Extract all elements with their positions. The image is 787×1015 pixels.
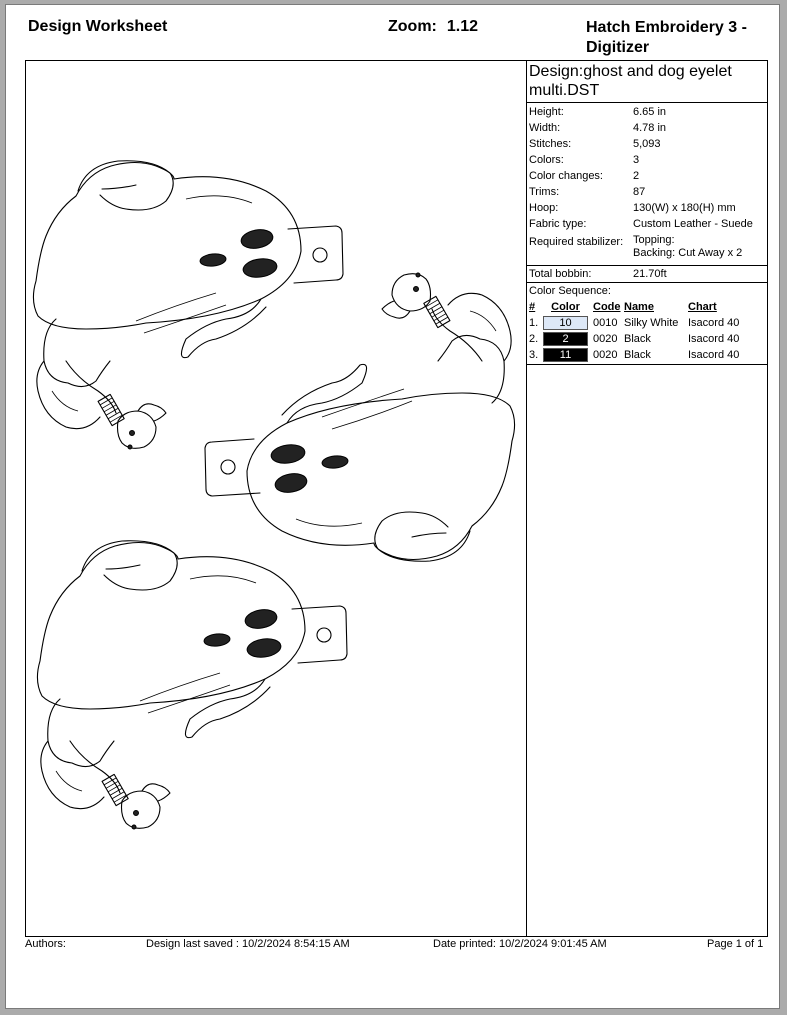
zoom-value: 1.12 [446,18,479,35]
color-swatch: 2 [543,332,588,346]
table-row [527,315,767,331]
color-sequence-header [527,299,767,315]
prop-fabric-type [527,216,767,232]
prop-color-changes [527,168,767,184]
row-name: Black [624,349,651,361]
prop-value: 6.65 in [633,106,667,118]
prop-hoop [527,200,767,216]
stabilizer-backing: Backing: Cut Away x 2 [633,247,743,259]
col-num: # [529,301,536,313]
row-code: 0020 [593,349,618,361]
prop-label: Trims: [529,186,560,198]
prop-label: Height: [529,106,564,118]
prop-value: 5,093 [633,138,661,150]
table-row [527,347,767,363]
row-chart: Isacord 40 [688,333,740,345]
prop-trims [527,184,767,200]
prop-label: Width: [529,122,561,134]
prop-total-bobbin [527,266,767,282]
prop-stitches [527,136,767,152]
row-name: Black [624,333,651,345]
row-chart: Isacord 40 [688,349,740,361]
prop-label: Total bobbin: [529,268,592,280]
prop-label: Fabric type: [529,218,587,230]
design-preview [25,60,527,937]
color-sequence-title: Color Sequence: [529,285,611,297]
worksheet-title: Design Worksheet [28,18,168,35]
prop-value: 130(W) x 180(H) mm [633,202,736,214]
design-name: Design:ghost and dog eyelet multi.DST [527,61,767,103]
prop-value: 87 [633,186,646,198]
bobbin-section [527,266,767,283]
row-name: Silky White [624,317,679,329]
design-properties [527,103,767,266]
prop-value: 3 [633,154,640,166]
row-num: 1. [529,317,539,329]
col-chart: Chart [688,301,717,313]
prop-label: Color changes: [529,170,603,182]
ghost-dog-motif-1 [33,161,343,449]
prop-label: Required stabilizer: [529,236,624,248]
prop-label: Colors: [529,154,564,166]
color-swatch: 10 [543,316,588,330]
prop-value: 21.70ft [633,268,667,280]
app-name: Hatch Embroidery 3 - Digitizer [586,19,747,56]
ghost-dog-motif-2 [205,273,515,561]
table-row [527,331,767,347]
row-code: 0010 [593,317,618,329]
prop-value: 2 [633,170,640,182]
row-code: 0020 [593,333,618,345]
col-name: Name [624,301,654,313]
zoom-label: Zoom: [388,18,437,35]
row-num: 3. [529,349,539,361]
worksheet-page [5,4,780,1009]
prop-stabilizer [527,232,767,263]
col-color: Color [551,301,580,313]
stabilizer-topping: Topping: [633,234,675,246]
footer-page-number: Page 1 of 1 [707,938,764,950]
prop-colors [527,152,767,168]
prop-label: Stitches: [529,138,572,150]
prop-label: Hoop: [529,202,559,214]
footer-authors: Authors: [25,938,66,950]
ghost-dog-motif-3 [37,541,347,829]
zoom-readout [388,18,478,36]
prop-width [527,120,767,136]
row-num: 2. [529,333,539,345]
embroidery-drawing [26,61,526,936]
color-sequence-table [527,283,767,365]
footer-last-saved: Design last saved : 10/2/2024 8:54:15 AM [146,938,350,950]
footer-date-printed: Date printed: 10/2/2024 9:01:45 AM [433,938,607,950]
color-swatch: 11 [543,348,588,362]
row-chart: Isacord 40 [688,317,740,329]
prop-value: Custom Leather - Suede [633,218,753,230]
design-info-panel [527,60,768,937]
prop-value: 4.78 in [633,122,667,134]
prop-height [527,104,767,120]
col-code: Code [593,301,621,313]
